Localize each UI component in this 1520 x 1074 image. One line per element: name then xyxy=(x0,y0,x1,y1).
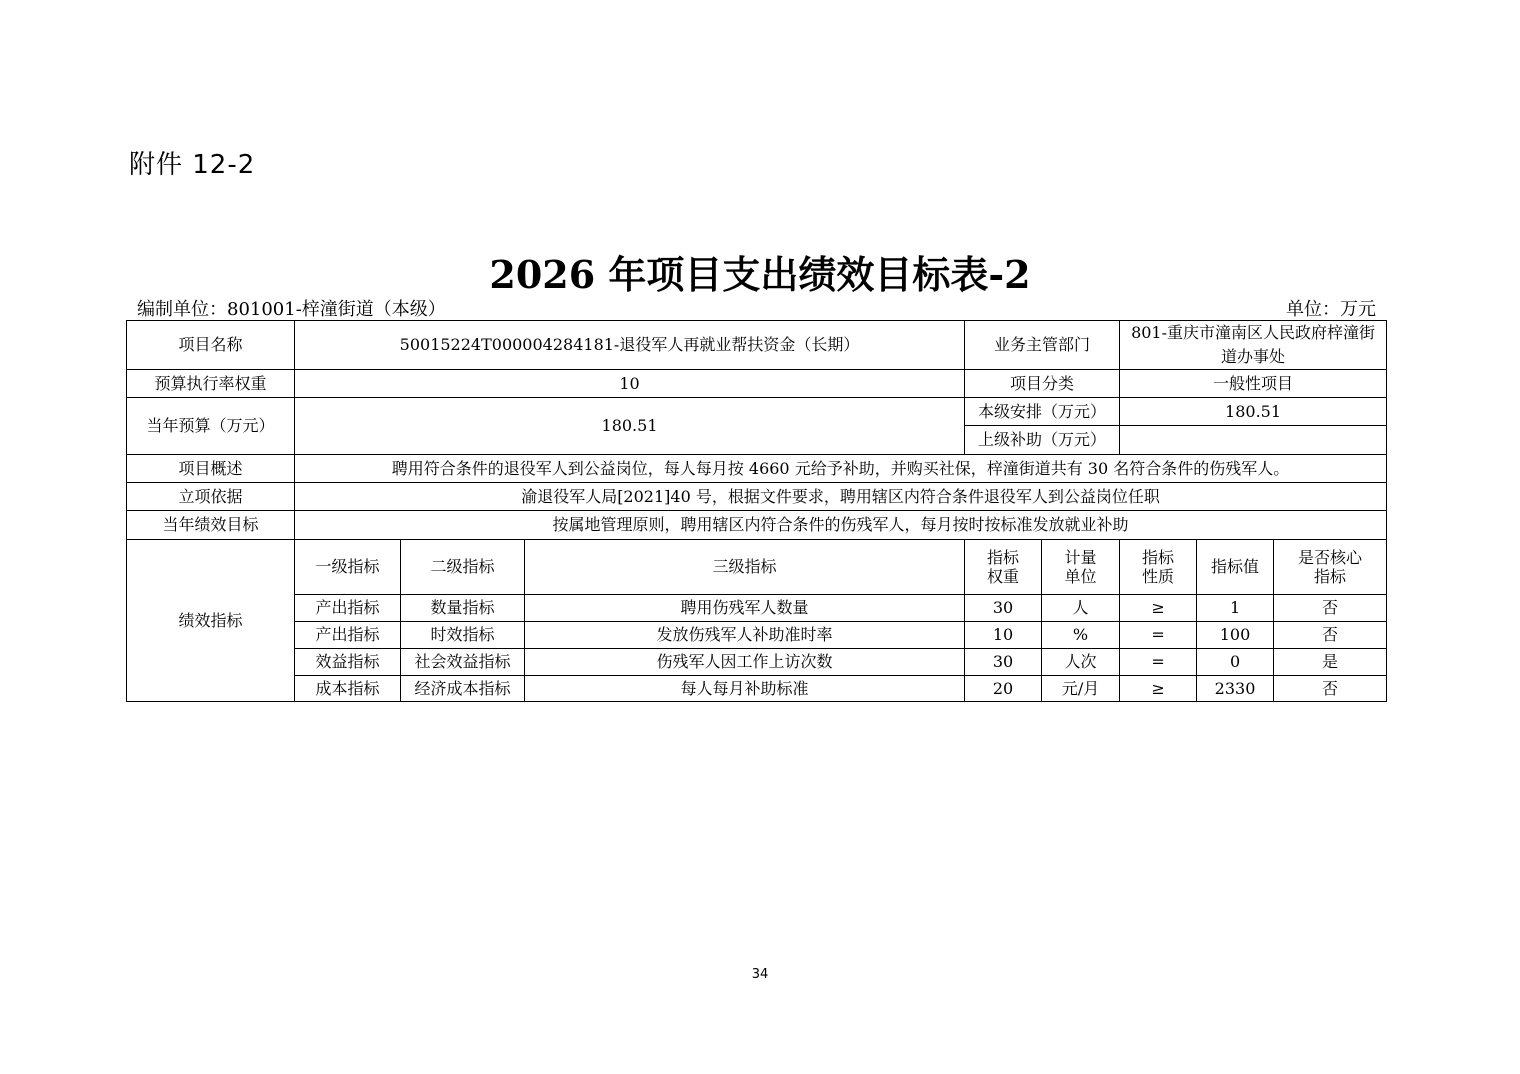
header-unit: 计量 单位 xyxy=(1042,540,1120,595)
weight-label: 预算执行率权重 xyxy=(127,370,295,398)
table-row xyxy=(127,622,1387,649)
header-weight: 指标 权重 xyxy=(965,540,1042,595)
row-unit: % xyxy=(1042,622,1120,649)
row-value: 1 xyxy=(1197,595,1274,622)
project-name-label: 项目名称 xyxy=(127,321,295,370)
row-level3: 每人每月补助标准 xyxy=(525,676,965,702)
page-number: 34 xyxy=(751,967,769,982)
row-value: 2330 xyxy=(1197,676,1274,702)
row-core: 否 xyxy=(1274,676,1387,702)
project-name-value: 50015224T000004284181-退役军人再就业帮扶资金（长期） xyxy=(295,321,965,370)
row-level3: 伤残军人因工作上访次数 xyxy=(525,649,965,676)
row-value: 0 xyxy=(1197,649,1274,676)
table-row xyxy=(127,649,1387,676)
row-level2: 数量指标 xyxy=(401,595,525,622)
local-allocation-label: 本级安排（万元） xyxy=(965,398,1120,426)
weight-value: 10 xyxy=(295,370,965,398)
row-core: 否 xyxy=(1274,622,1387,649)
row-nature: ≥ xyxy=(1120,595,1197,622)
indicators-label: 绩效指标 xyxy=(127,540,295,702)
budget-label: 当年预算（万元） xyxy=(127,398,295,455)
dept-label: 业务主管部门 xyxy=(965,321,1120,370)
basis-label: 立项依据 xyxy=(127,483,295,511)
row-weight: 30 xyxy=(965,649,1042,676)
basis-value: 渝退役军人局[2021]40 号，根据文件要求，聘用辖区内符合条件退役军人到公益岗位任职 xyxy=(295,483,1387,511)
row-unit: 元/月 xyxy=(1042,676,1120,702)
row-level1: 成本指标 xyxy=(295,676,401,702)
row-level1: 效益指标 xyxy=(295,649,401,676)
row-level2: 时效指标 xyxy=(401,622,525,649)
row-nature: = xyxy=(1120,649,1197,676)
row-nature: = xyxy=(1120,622,1197,649)
row-level2: 经济成本指标 xyxy=(401,676,525,702)
document-title: 2026 年项目支出绩效目标表-2 xyxy=(489,252,1031,297)
header-core: 是否核心 指标 xyxy=(1274,540,1387,595)
overview-label: 项目概述 xyxy=(127,455,295,483)
goal-label: 当年绩效目标 xyxy=(127,511,295,540)
compiling-unit: 编制单位：801001-梓潼街道（本级） xyxy=(137,299,446,320)
goal-value: 按属地管理原则，聘用辖区内符合条件的伤残军人，每月按时按标准发放就业补助 xyxy=(295,511,1387,540)
attachment-label: 附件 12-2 xyxy=(129,150,256,180)
budget-value: 180.51 xyxy=(295,398,965,455)
row-level1: 产出指标 xyxy=(295,595,401,622)
upper-subsidy-value xyxy=(1120,426,1387,455)
header-level1: 一级指标 xyxy=(295,540,401,595)
header-level3: 三级指标 xyxy=(525,540,965,595)
row-unit: 人 xyxy=(1042,595,1120,622)
row-weight: 20 xyxy=(965,676,1042,702)
table-row xyxy=(127,676,1387,702)
header-value: 指标值 xyxy=(1197,540,1274,595)
performance-target-table xyxy=(126,320,1387,702)
row-nature: ≥ xyxy=(1120,676,1197,702)
header-nature: 指标 性质 xyxy=(1120,540,1197,595)
row-level3: 发放伤残军人补助准时率 xyxy=(525,622,965,649)
overview-value: 聘用符合条件的退役军人到公益岗位，每人每月按 4660 元给予补助，并购买社保，梓潼街道共有 30 名符合条件的伤残军人。 xyxy=(295,455,1387,483)
currency-unit: 单位：万元 xyxy=(1286,299,1376,320)
row-level3: 聘用伤残军人数量 xyxy=(525,595,965,622)
category-value: 一般性项目 xyxy=(1120,370,1387,398)
category-label: 项目分类 xyxy=(965,370,1120,398)
row-weight: 10 xyxy=(965,622,1042,649)
dept-value: 801-重庆市潼南区人民政府梓潼街道办事处 xyxy=(1120,321,1387,370)
table-row xyxy=(127,595,1387,622)
row-unit: 人次 xyxy=(1042,649,1120,676)
row-core: 是 xyxy=(1274,649,1387,676)
row-level2: 社会效益指标 xyxy=(401,649,525,676)
row-level1: 产出指标 xyxy=(295,622,401,649)
header-level2: 二级指标 xyxy=(401,540,525,595)
local-allocation-value: 180.51 xyxy=(1120,398,1387,426)
row-core: 否 xyxy=(1274,595,1387,622)
upper-subsidy-label: 上级补助（万元） xyxy=(965,426,1120,455)
row-weight: 30 xyxy=(965,595,1042,622)
row-value: 100 xyxy=(1197,622,1274,649)
